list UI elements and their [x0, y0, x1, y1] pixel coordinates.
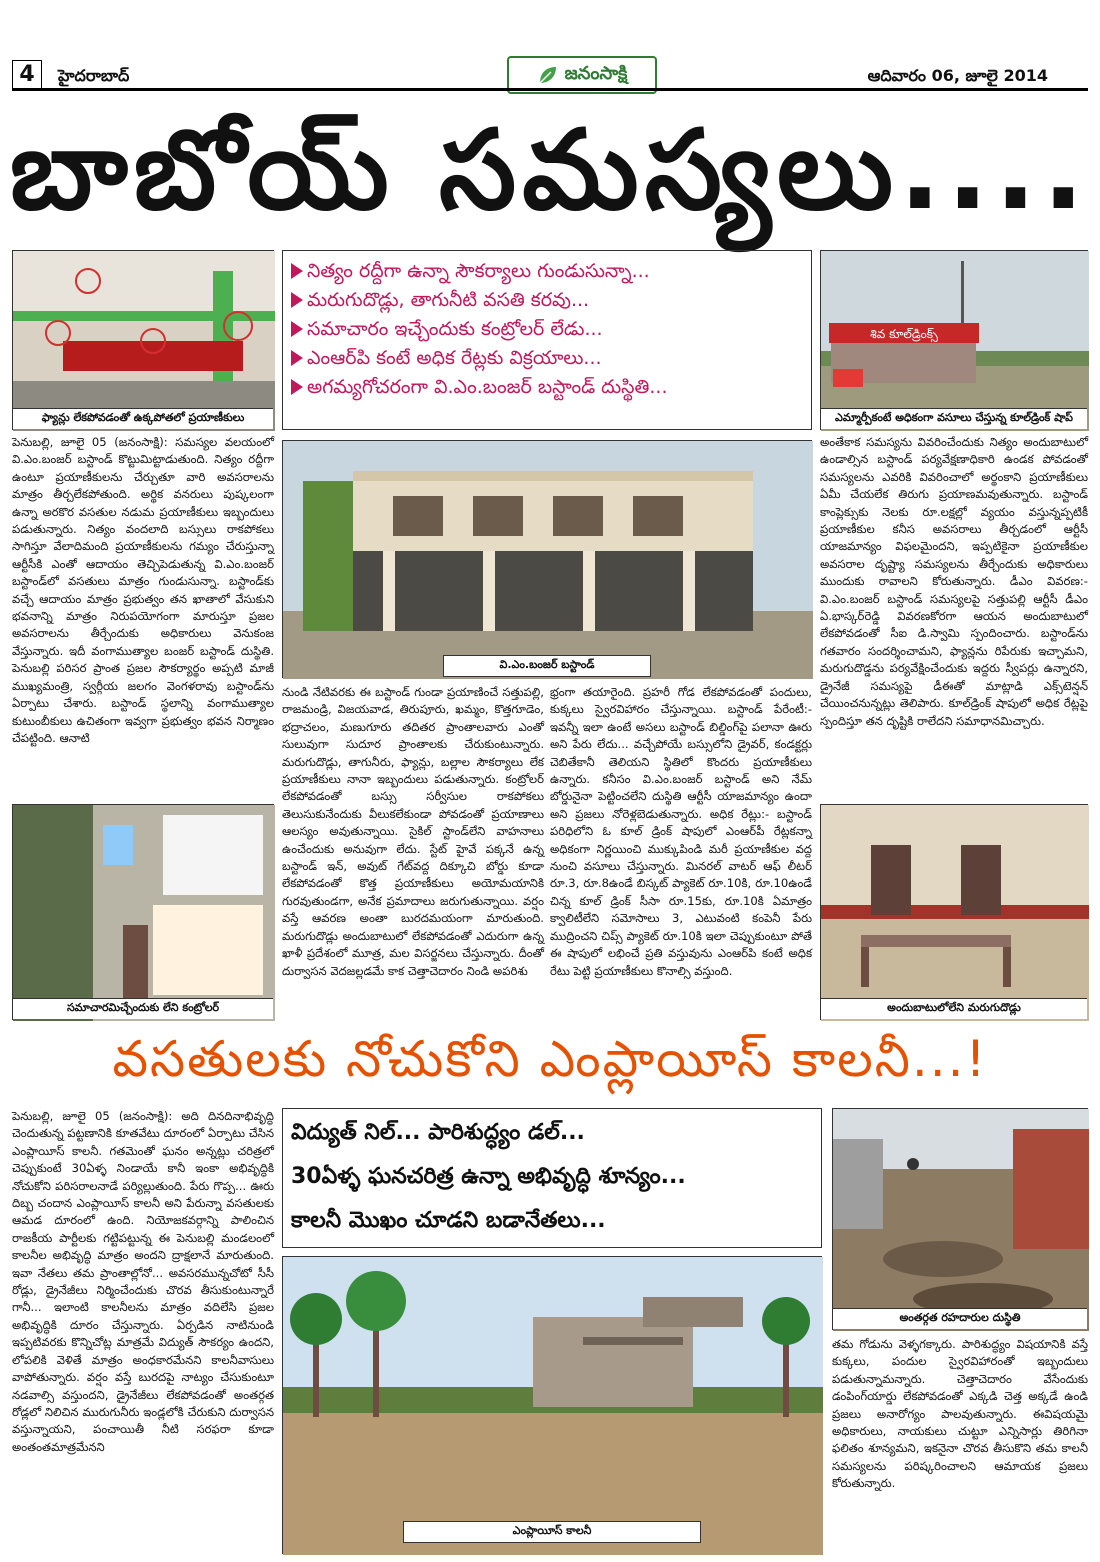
- photo-shop: [820, 250, 1088, 430]
- roads-photo: [833, 1109, 1089, 1331]
- shop-sign: శివ కూల్‌డ్రింక్స్: [870, 327, 938, 341]
- triangle-bullet-icon: [291, 321, 303, 337]
- logo-text: జనంసాక్షి: [564, 62, 628, 84]
- photo-toilets: [820, 804, 1088, 1020]
- photo-caption: అంతర్గత రహదారుల దుస్థితి: [833, 1308, 1087, 1329]
- subhead: 30ఏళ్ళ ఘనచరిత్ర ఉన్నా అభివృద్ధి శూన్యం...: [291, 1164, 686, 1189]
- article1-column: నుండి నేటివరకు ఈ బస్టాండ్ గుండా ప్రయాణించే సత్తుపల్లి, రాజమండ్రి, విజయవాడ, తిరుపూరు, ఖమ్మం, కొత్తగూడెం, భద్రాచలం, మణుగూరు తదితర ప్రాంతాలవారు ఎంతో సులువుగా సుదూర ప్రాంతాలకు చేరుకుంటున్నారు. మరుగుదొడ్లు, తాగునీరు, ఫ్యాన్లు, బల్లాల సౌకర్యాలు లేక ప్రయాణీకులు నానా ఇబ్బందులు పడుతున్నారు. కంట్రోలర్ లేకపోవడంతో బస్సు సర్వీసుల రాకపోకలు తెలుసుకునేందుకు వీలుకలేకుండా పోవడంతో ప్రయాణాలు ఆలస్యం అవుతున్నాయి. సైకిల్ స్టాండ్‌లేని వాహనాలు ఉంచేందుకు అనువుగా లేదు. స్టేట్ హైవే పక్కనే ఉన్న బస్టాండ్ ఇన్, అవుట్ గేట్‌వద్ద దిక్కూచి బోర్డు కూడా లేకపోవడంతో కొత్త ప్రయాణీకులు అయోమయానికి గురవుతుండగా, అనేక ప్రమాదాలు జరుగుతున్నాయి. వర్షం వస్తే ఆవరణ అంతా బురదమయంగా మారుతుంది. మరుగుదొడ్లు అందుబాటులో లేకపోవడంతో ఎదురుగా ఉన్న ఖాళీ ప్రదేశంలో మూత్ర, మల విసర్జనలు చేస్తున్నారు. దీంతో దుర్వాసన వెదజల్లడమే కాక చెత్తాచెదారం నిండి అపరిశు: [282, 685, 548, 978]
- article1-column: అంతేకాక సమస్యను వివరించేందుకు నిత్యం అందుబాటులో ఉండాల్సిన బస్టాండ్ పర్యవేక్షణాధికారి ఉండక పోవడంతో సమస్యలను ఎవరికి వివరించాలో అర్థంకాని ప్రయాణీకులు ఏమీ చేయలేక తిరుగు ప్రయాణమవుతున్నారు. బస్టాండ్ కాంప్లెక్సుకు నెలకు రూ.లక్షల్లో వ్యయం వస్తున్నప్పటికీ ప్రయాణీకుల కనీస అవసరాలు తీర్చడంలో ఆర్టీసీ యాజమాన్యం విఫలమైందని, ఇప్పటికైనా ప్రయాణీకుల అవసరాల దృష్ట్యా సమస్యలను తీర్చేందుకు అధికారులు ముందుకు రావాలని కోరుతున్నారు. డీఎం వివరణ:- వి.ఎం.బంజర్ బస్టాండ్ సమస్యలపై సత్తుపల్లి ఆర్టీసీ డీఎం ఏ.భాస్కర్‌రెడ్డి వివరణకోరగా ఆయన అందుబాటులో లేకపోవడంతో సీఐ డి.స్వామి స్పందించారు. బస్టాండ్‌ను గతవారం సందర్శించామని, ఫ్యాన్లను రిపేరుకు ఇచ్చామని, మరుగుదొడ్డను పర్యవేక్షించేందుకు ఇద్దరు స్వీపర్లు ఉన్నారని, డ్రైనేజీ సమస్యపై డీఈతో మాట్లాడి ఎక్స్‌టెన్షన్ చేయించనున్నట్లు తెలిపారు. కూల్‌డ్రింక్ షాపులో అధిక రేట్లపై స్పందిస్తూ తన దృష్టికి రాలేదని సమాధానమిచ్చారు.: [820, 435, 1092, 728]
- triangle-bullet-icon: [291, 292, 303, 308]
- article2-column: పెనుబల్లి, జూలై 05 (జనంసాక్షి): అది దినదినాభివృద్ధి చెందుతున్న పట్టణానికి కూతవేటు దూరంలో ఏర్పాటు చేసిన ఎంప్లాయీస్ కాలనీ. గతమెంతో ఘనం అన్నట్లు చరిత్రలో చెప్పుకుంటే 30ఏళ్ళ నిండాయే కానీ ఇంకా అభివృద్ధికి నోచుకోని పరిసరాలనాడే పర్యిల్లుతుంది. పేరు గొప్ప... ఊరు దిబ్బ చందాన ఎంప్లాయీస్ కాలనీ అని పేరున్నా వసతులకు ఆమడ దూరంలో ఉంది. నియోజకవర్గాన్ని పాలించిన రాజకీయ పార్టీలకు గట్టిపట్టున్న ఈ పెనుబల్లి మండలంలో కాలనీల అభివృద్ధి మాత్రం అందని ద్రాక్షలానే మారుతుంది. ఇవా నేతలు తమ ప్రాంతాల్లోనో... అవసరమున్నచోటో సీసీ రోడ్లు, డ్రైనేజీలు నిర్మించేందుకు చొరవ తీసుకుంటున్నారే గానీ... ఇలాంటి కాలనీలను మాత్రం వదిలేసి ప్రజల అభివృద్ధికి దూరం చేస్తున్నారు. ఏర్పడిన నాటినుండి ఇప్పటివరకు కొన్నిచోట్ల మాత్రమే విద్యుత్ సౌకర్యం ఉందని, లోపలికి వెళితే మాత్రం అంధకారమేనని కాలనీవాసులు వాపోతున్నారు. వర్షం వస్తే బురదపై నాట్యం చేసుకుంటూ నడవాల్సి వస్తుందని, డ్రైనేజీలు లేకపోవడంతో అంతర్గత రోడ్లలో నిలిచిన మురుగునీరు ఇండ్లలోకి చేరుకుని దుర్వాసన వస్తున్నాయని, పంచాయితీ నీటి సరఫరా కూడా అంతంతమాత్రమేనని: [12, 1109, 278, 1454]
- highlights-box: [282, 250, 812, 430]
- issue-date: ఆదివారం 06, జూలై 2014: [867, 66, 1048, 85]
- article1-column: పెనుబల్లి, జూలై 05 (జనంసాక్షి): సమస్యల వలయంలో వి.ఎం.బంజర్ బస్టాండ్ కొట్టుమిట్టాడుతుంది. నిత్యం రద్దీగా ఉంటూ ప్రయాణీకులను చేర్చుతూ వారి అవసరాలను మాత్రం తీర్చలేకపోతుంది. అర్థిక వనరులు పుష్కలంగా ఉన్నా అరకొర వసతుల నడుమ ప్రయాణీకులు ఇబ్బందులు పడుతున్నారు. నిత్యం వందలాది బస్సులు రాకపోకలు సాగిస్తూ వేలాదిమంది ప్రయాణీకులను గమ్యం చేరుస్తున్నా ఆర్టీసీకి ఎంతో ఆదాయం తెచ్చిపెడుతున్న వి.ఎం.బంజర్ బస్టాండ్‌లో వసతులు మాత్రం గుండుసున్నా. బస్టాండ్‌కు వచ్చే ఆదాయం మాత్రం ప్రభుత్వం తన ఖాతాలో వేసుకుని భవనాన్ని మాత్రం నిరుపయోగంగా మారుస్తూ ప్రజల అవసరాలను తీర్చేందుకు అధికారులు వెనుకంజ వేస్తున్నారు. ఇదీ వంగాముత్యాల బంజర్ బస్టాండ్ దుస్థితి. పెనుబల్లి పరిసర ప్రాంత ప్రజల సౌకర్యార్థం అప్పటి మాజీ ముఖ్యమంత్రి, స్వర్గీయ జలగం వెంగళరావు బస్టాండ్‌ను ఏర్పాటు చేశారు. బస్టాండ్ స్థలాన్ని వంగాముత్యాల కుటుంబీకులు ఉచితంగా ఇవ్వగా ప్రభుత్వం భవన నిర్మాణం చేపట్టింది. ఆనాటి: [12, 435, 278, 745]
- photo-controller: [12, 804, 274, 1020]
- colony-photo: [283, 1257, 823, 1555]
- photo-caption: సమాచారమిచ్చేందుకు లేని కంట్రోలర్: [13, 998, 273, 1019]
- photo-caption: ఎంప్లాయీస్ కాలనీ: [403, 1521, 701, 1543]
- controller-photo: [13, 805, 275, 1021]
- highlight-item: అగమ్యగోచరంగా వి.ఎం.బంజర్ బస్టాండ్ దుస్థితి...: [291, 373, 803, 402]
- photo-roads: [832, 1108, 1088, 1330]
- toilets-photo: [821, 805, 1089, 1021]
- main-headline: బాబోయ్ సమస్యలు....: [9, 106, 1091, 234]
- photo-caption: వి.ఎం.బంజర్ బస్టాండ్: [443, 655, 651, 677]
- subheads-box: [282, 1108, 822, 1248]
- ceiling-photo: [13, 251, 275, 431]
- photo-caption: అందుబాటులోలేని మరుగుదొడ్లు: [821, 998, 1087, 1019]
- triangle-bullet-icon: [291, 350, 303, 366]
- article1-column: భ్రంగా తయారైంది. ప్రహరీ గోడ లేకపోవడంతో పందులు, కుక్కలు స్వైరవిహారం చేస్తున్నాయి. బస్టాండ్ పేరేంటీ:- ఇవన్నీ ఇలా ఉంటే అసలు బస్టాండ్ బిల్డింగ్‌పై పలానా ఊరు అని పేరు లేదు... వచ్చేపోయే బస్సులోని డ్రైవర్, కండక్టర్లు చెబితేకానీ తెలియని స్థితిలో కొందరు ప్రయాణీకులు ఉన్నారు. కనీసం వి.ఎం.బంజర్ బస్టాండ్ అని నేమ్ బోర్డునైనా పెట్టించలేని దుస్థితి ఆర్టీసీ యాజమాన్యం ఉందా అని ప్రజలు నోరెళ్లబెడుతున్నారు. అధిక రేట్లు:- బస్టాండ్ పరిధిలోని ఓ కూల్ డ్రింక్ షాపులో ఎంఆర్‌పీ రేట్లకన్నా అధికంగా నిర్ణయించి ముక్కుపిండి మరీ ప్రయాణీకుల వద్ద నుంచి వసూలు చేస్తున్నారు. మినరల్ వాటర్ ఆఫ్ లీటర్ రూ.3, రూ.8ఉండే బిస్కట్ ప్యాకెట్ రూ.10కి, రూ.10ఉండే చిన్న కూల్ డ్రింక్ సీసా రూ.15కు, రూ.10కి ఏమాత్రం క్వాలిటీలేని సమోసాలు 3, ఎటువంటి కంపెనీ పేరు ముద్రించని చిప్స్ ప్యాకెట్ రూ.10కి ఇలా చెప్పుకుంటూ పోతే ఈ షాపులో లభించే ప్రతి వస్తువును ఎంఆర్‌పి కంటే అధిక రేటు పెట్టి ప్రయాణీకులు కొనాల్సి వస్తుంది.: [550, 685, 816, 978]
- photo-busstand: [282, 440, 812, 678]
- triangle-bullet-icon: [291, 263, 303, 279]
- page-header: [12, 8, 1088, 88]
- highlight-item: ఎంఆర్‌పి కంటే అధిక రేట్లకు విక్రయాలు...: [291, 344, 803, 373]
- triangle-bullet-icon: [291, 379, 303, 395]
- highlight-item: నిత్యం రద్దీగా ఉన్నా సౌకర్యాలు గుండుసున్నా...: [291, 257, 803, 286]
- photo-fans: [12, 250, 274, 430]
- subhead: కాలనీ మొఖం చూడని బడానేతలు...: [291, 1208, 606, 1233]
- page-number: 4: [12, 60, 42, 90]
- second-headline: వసతులకు నోచుకోని ఎంప్లాయీస్ కాలనీ...!: [112, 1029, 988, 1088]
- leaf-icon: [537, 64, 559, 86]
- shop-photo: [821, 251, 1089, 431]
- highlight-item: మరుగుదొడ్లు, తాగునీటి వసతి కరవు...: [291, 286, 803, 315]
- photo-caption: ఫ్యాన్లు లేకపోవడంతో ఉక్కపోతలో ప్రయాణీకులు: [13, 408, 273, 429]
- busstand-photo: [283, 441, 813, 679]
- photo-colony: [282, 1256, 822, 1554]
- article2-column: తమ గోడును వెళ్ళగక్కారు. పారిశుద్ధ్యం విషయానికి వస్తే కుక్కలు, పందుల స్వైరవిహారంతో ఇబ్బందులు పడుతున్నామన్నారు. చెత్తాచెదారం వేసేందుకు డంపింగ్‌యార్డు లేకపోవడంతో ఎక్కడి చెత్త అక్కడే ఉండి ప్రజలు అనారోగ్యం పాలవుతున్నారు. ఈవిషయమై అధికారులు, నాయకులు చుట్టూ ఎన్నిసార్లు తిరిగినా ఫలితం శూన్యమని, ఇకనైనా చొరవ తీసుకొని తమ కాలనీ సమస్యలను పరిష్కరించాలని ఆమాయక ప్రజలు కోరుతున్నారు.: [832, 1337, 1092, 1491]
- photo-caption: ఎమ్మార్పీకంటే అధికంగా వసూలు చేస్తున్న కూల్‌డ్రింక్ షాప్: [821, 408, 1087, 429]
- edition-city: హైదరాబాద్: [58, 66, 130, 85]
- highlight-item: సమాచారం ఇచ్చేందుకు కంట్రోలర్ లేడు...: [291, 315, 803, 344]
- header-rule: [12, 88, 1088, 91]
- subhead: విద్యుత్ నిల్... పారిశుద్ధ్యం డల్...: [291, 1120, 585, 1145]
